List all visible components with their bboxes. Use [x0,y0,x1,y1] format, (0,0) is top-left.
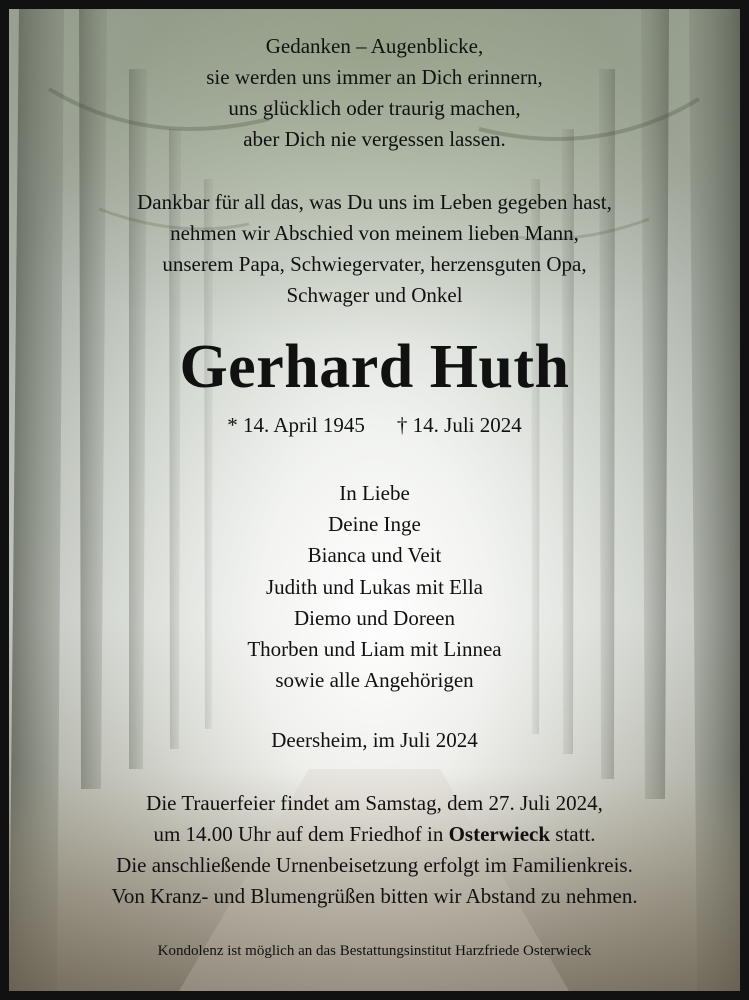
intro-line: Schwager und Onkel [286,283,463,307]
death-date: † 14. Juli 2024 [396,413,522,437]
poem-line: uns glücklich oder traurig machen, [228,96,521,120]
poem-line: aber Dich nie vergessen lassen. [243,127,506,151]
funeral-line [9,819,740,851]
funeral-line: Von Kranz- und Blumengrüßen bitten wir Abstand zu nehmen. [111,884,638,908]
mourner-name: Diemo und Doreen [294,606,455,630]
mourner-name: Judith und Lukas mit Ella [266,575,483,599]
funeral-time: um 14.00 Uhr auf dem Friedhof in [153,822,449,846]
funeral-line: Die anschließende Urnenbeisetzung erfolgt im Familienkreis. [116,853,633,877]
funeral-place: Osterwieck [448,822,551,846]
deceased-name: Gerhard Huth [179,333,570,401]
mourners-intro: In Liebe [339,481,410,505]
birth-date: * 14. April 1945 [227,413,365,437]
mourner-name: Bianca und Veit [307,543,442,567]
poem-line: Gedanken – Augenblicke, [265,34,484,58]
notice-text [9,9,740,991]
funeral-statt: statt. [550,822,596,846]
funeral-line: Die Trauerfeier findet am Samstag, dem 27. Juli 2024, [146,791,603,815]
place-date: Deersheim, im Juli 2024 [271,728,478,752]
intro-line: nehmen wir Abschied von meinem lieben Mann, [170,221,579,245]
intro-line: Dankbar für all das, was Du uns im Leben gegeben hast, [137,190,612,214]
mourner-name: sowie alle Angehörigen [275,668,474,692]
poem-line: sie werden uns immer an Dich erinnern, [206,65,543,89]
life-dates [9,413,740,438]
condolence-footer: Kondolenz ist möglich an das Bestattungsinstitut Harzfriede Osterwieck [157,943,592,959]
mourner-name: Deine Inge [328,512,421,536]
intro-line: unserem Papa, Schwiegervater, herzensguten Opa, [162,252,587,276]
mourner-name: Thorben und Liam mit Linnea [247,637,502,661]
